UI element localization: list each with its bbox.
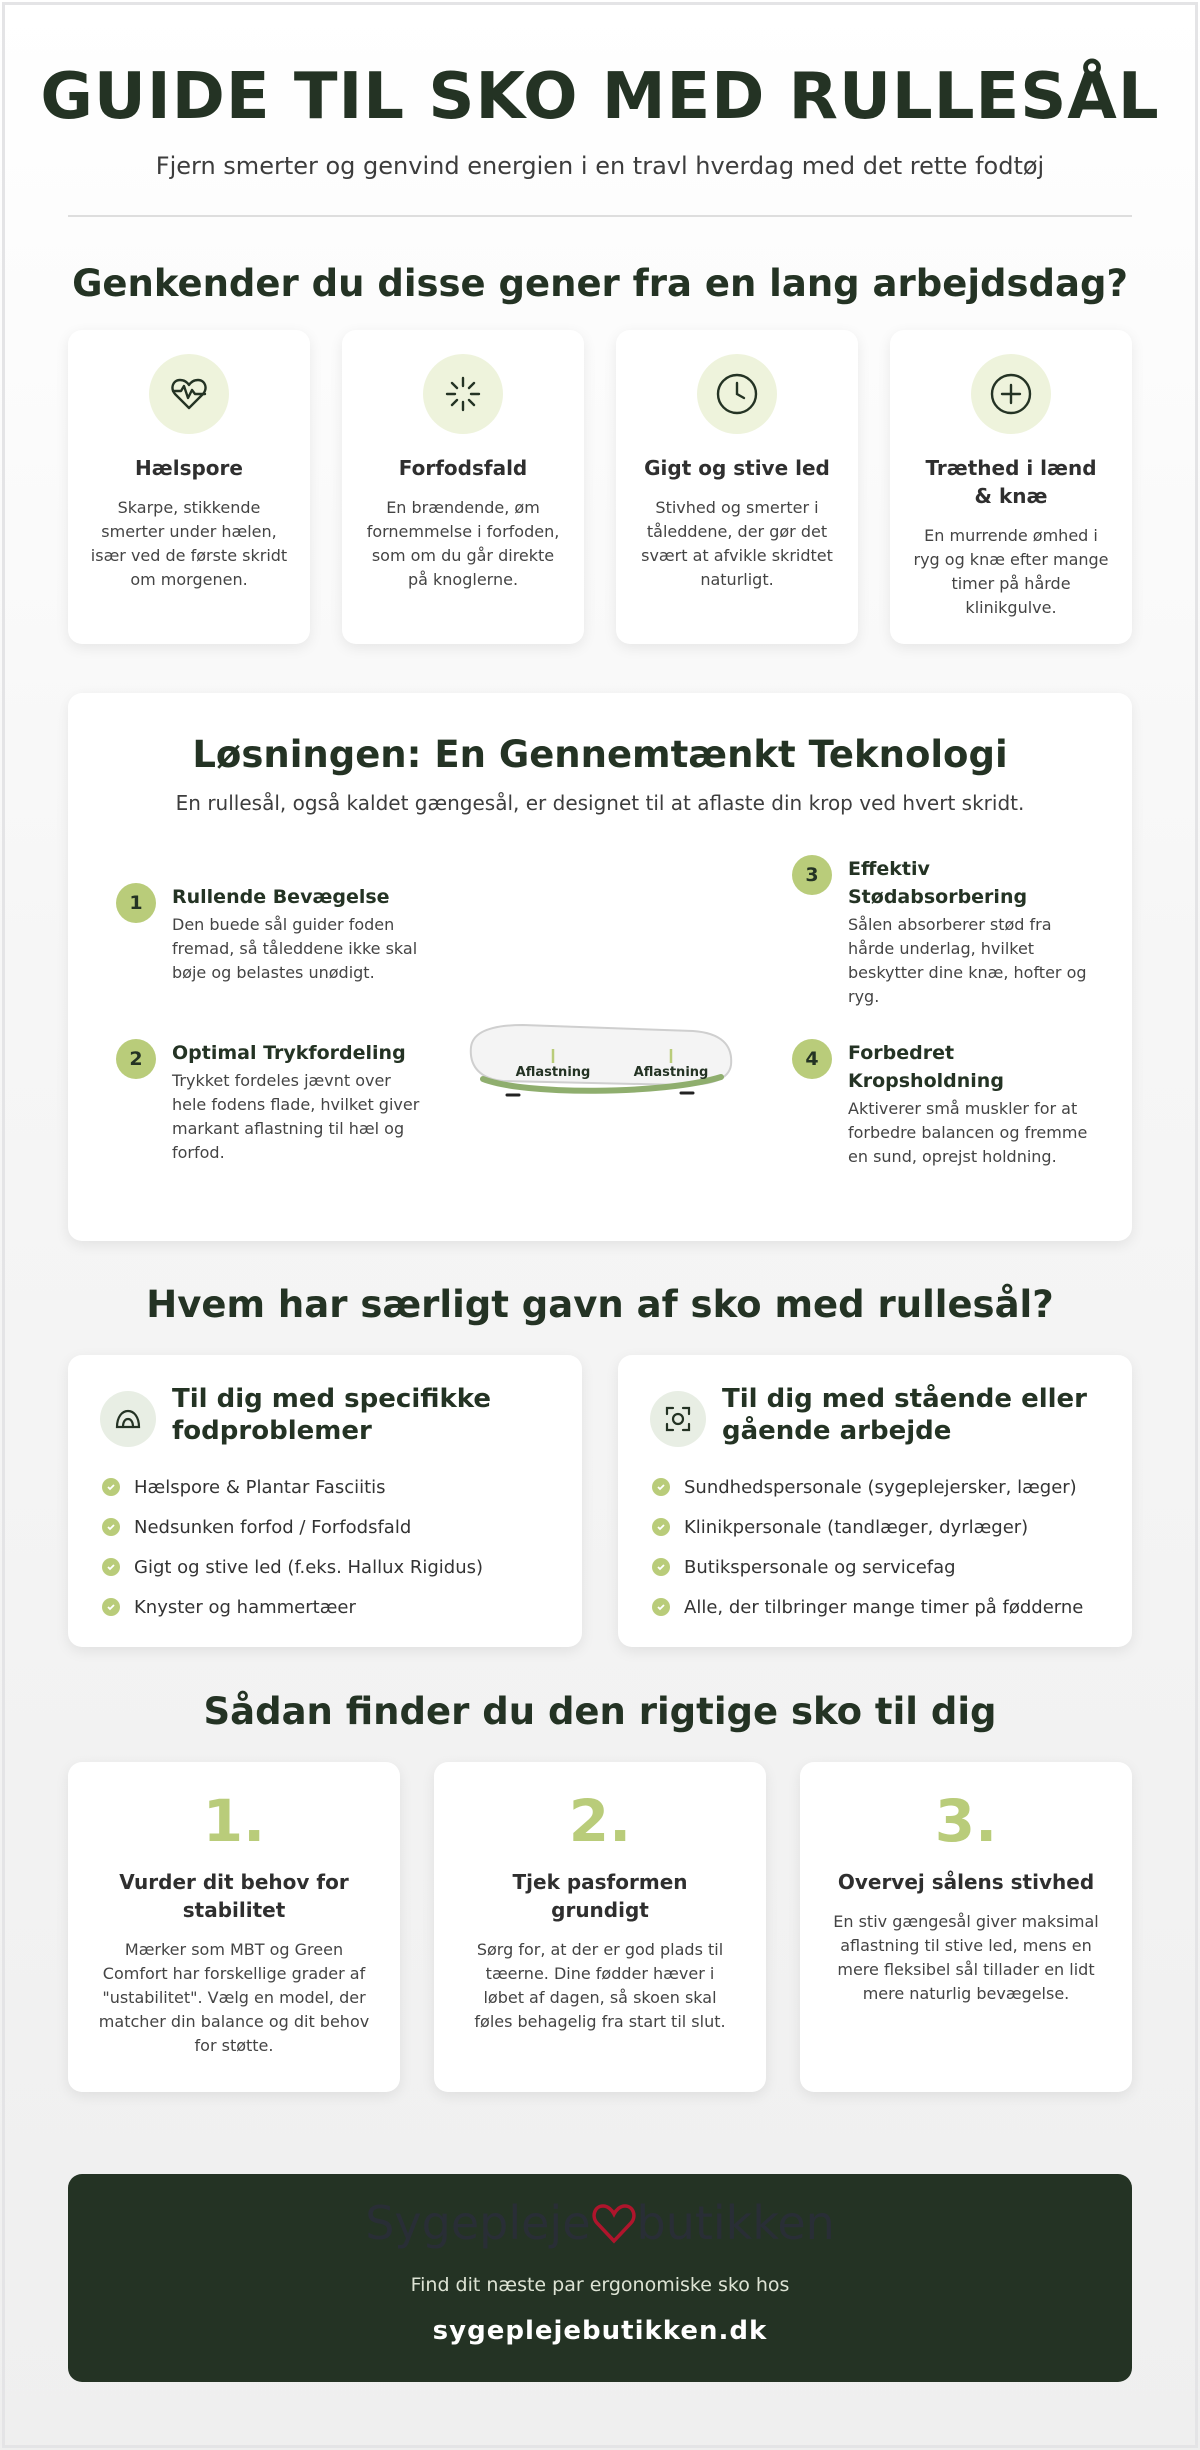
problem-card [890,330,1132,644]
heart-pulse-icon [149,354,229,434]
check-icon [102,1558,120,1576]
feature-title: Rullende Bevægelse [172,886,390,908]
problem-title: Hælspore [135,456,243,480]
check-icon [102,1518,120,1536]
benefits-heading: Hvem har særligt gavn af sko med rullesål? [146,1283,1054,1326]
list-item: Hælspore & Plantar Fasciitis [102,1467,483,1507]
clock-icon [697,354,777,434]
focus-person-icon [650,1391,706,1447]
benefit-list [102,1467,483,1627]
problem-card [68,330,310,644]
feature-number: 3 [792,855,832,895]
step-text: Mærker som MBT og Green Comfort har forskellige grader af "ustabilitet". Vælg en model, der matcher din balance og dit behov for støtte. [98,1940,370,2055]
step-card [434,1762,766,2092]
list-item: Sundhedspersonale (sygeplejersker, læger) [652,1467,1083,1507]
benefit-title: Til dig med specifikke fodproblemer [172,1384,492,1446]
feature-text: Aktiverer små muskler for at forbedre balancen og fremme en sund, oprejst holdning. [848,1099,1088,1166]
problem-card [342,330,584,644]
check-icon [652,1558,670,1576]
problem-card [616,330,858,644]
step-title: Overvej sålens stivhed [837,1870,1095,1894]
problem-title: Gigt og stive led [644,456,830,480]
benefit-card [68,1355,582,1647]
list-item: Alle, der tilbringer mange timer på fødderne [652,1587,1083,1627]
problem-text: En brændende, øm fornemmelse i forfoden, som om du går direkte på knoglerne. [366,498,560,589]
footer-url-link[interactable]: sygeplejebutikken.dk [432,2316,768,2346]
list-item: Knyster og hammertæer [102,1587,483,1627]
check-icon [102,1598,120,1616]
feature-number: 1 [116,883,156,923]
burst-icon [423,354,503,434]
problem-title: Forfodsfald [398,456,528,480]
feature-title: Forbedret Kropsholdning [848,1042,1004,1092]
page-title: GUIDE TIL SKO MED RULLESÅL [40,60,1160,134]
step-card [800,1762,1132,2092]
shoe-label: Aflastning [515,1065,591,1080]
feature-text: Den buede sål guider foden fremad, så tåleddene ikke skal bøje og belastes unødigt. [172,915,418,982]
check-icon [652,1478,670,1496]
page-subtitle: Fjern smerter og genvind energien i en travl hverdag med det rette fodtøj [155,152,1045,180]
benefit-title: Til dig med stående eller gående arbejde [722,1384,1087,1446]
feature-text: Trykket fordeles jævnt over hele fodens flade, hvilket giver markant aflastning til hæl og forfod. [172,1071,420,1162]
shoe-label: Aflastning [633,1065,709,1080]
foot-icon [100,1391,156,1447]
plus-circle-icon [971,354,1051,434]
problem-text: En murrende ømhed i ryg og knæ efter mange timer på hårde klinikgulve. [913,526,1109,617]
feature-number: 4 [792,1039,832,1079]
footer-tagline: Find dit næste par ergonomiske sko hos [410,2274,790,2296]
step-title: Vurder dit behov for stabilitet [119,1870,349,1922]
benefit-card [618,1355,1132,1647]
rocker-shoe-illustration [463,1011,738,1111]
heart-icon [591,2201,637,2245]
step-text: Sørg for, at der er god plads til tæerne. Dine fødder hæver i løbet af dagen, så skoen skal føles behagelig fra start til slut. [474,1940,726,2031]
check-icon [652,1518,670,1536]
feature-item [129,883,422,985]
solution-title: Løsningen: En Gennemtænkt Teknologi [192,733,1008,776]
list-item: Gigt og stive led (f.eks. Hallux Rigidus) [102,1547,483,1587]
divider [68,215,1132,217]
step-number: 3. [934,1787,998,1855]
problems-heading: Genkender du disse gener fra en lang arbejdsdag? [72,262,1128,305]
problem-text: Skarpe, stikkende smerter under hælen, især ved de første skridt om morgenen. [90,498,288,589]
problem-text: Stivhed og smerter i tåleddene, der gør det svært at afvikle skridtet naturligt. [641,498,833,589]
step-text: En stiv gængesål giver maksimal aflastning til stive led, mens en mere fleksibel sål tillader en lidt mere naturlig bevægelse. [833,1912,1099,2003]
feature-item [129,1039,422,1165]
step-card [68,1762,400,2092]
benefit-list [652,1467,1083,1627]
feature-title: Effektiv Stødabsorbering [848,858,1028,908]
step-title: Tjek pasformen grundigt [512,1870,688,1922]
feature-text: Sålen absorberer stød fra hårde underlag, hvilket beskytter dine knæ, hofter og ryg. [848,915,1087,1006]
brand-logo: Sygepleje butikken [365,2196,835,2250]
solution-subtitle: En rullesål, også kaldet gængesål, er designet til at aflaste din krop ved hvert skridt. [175,791,1025,815]
list-item: Nedsunken forfod / Forfodsfald [102,1507,483,1547]
step-number: 2. [568,1787,632,1855]
problem-title: Træthed i lænd & knæ [925,456,1097,508]
steps-heading: Sådan finder du den rigtige sko til dig [203,1690,997,1733]
check-icon [102,1478,120,1496]
feature-item [805,855,1098,1009]
feature-title: Optimal Trykfordeling [172,1042,406,1064]
step-number: 1. [202,1787,266,1855]
feature-number: 2 [116,1039,156,1079]
check-icon [652,1598,670,1616]
list-item: Butikspersonale og servicefag [652,1547,1083,1587]
list-item: Klinikpersonale (tandlæger, dyrlæger) [652,1507,1083,1547]
feature-item [805,1039,1098,1169]
footer-banner [68,2174,1132,2382]
solution-panel [68,693,1132,1241]
